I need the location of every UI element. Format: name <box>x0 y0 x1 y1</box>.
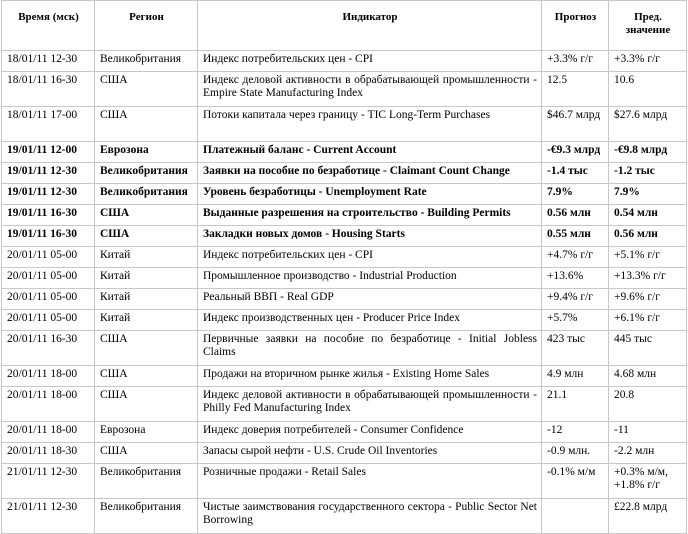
cell-indicator: Индекс потребительских цен - CPI <box>198 51 542 72</box>
cell-time: 20/01/11 05-00 <box>2 268 95 289</box>
cell-time: 19/01/11 16-30 <box>2 205 95 226</box>
cell-region: Китай <box>95 247 198 268</box>
cell-previous: +3.3% г/г <box>609 51 687 72</box>
cell-time: 20/01/11 18-00 <box>2 422 95 443</box>
cell-time: 19/01/11 12-30 <box>2 163 95 184</box>
cell-time: 20/01/11 18-30 <box>2 443 95 464</box>
cell-region: Великобритания <box>95 163 198 184</box>
cell-forecast: -1.4 тыс <box>542 163 609 184</box>
cell-indicator: Индекс деловой активности в обрабатывающей промышленности - Empire State Manufacturing Index <box>198 72 542 107</box>
cell-previous: -11 <box>609 422 687 443</box>
cell-indicator: Платежный баланс - Current Account <box>198 142 542 163</box>
cell-region: Еврозона <box>95 142 198 163</box>
cell-time: 19/01/11 12-30 <box>2 184 95 205</box>
cell-indicator: Розничные продажи - Retail Sales <box>198 464 542 499</box>
cell-previous: 20.8 <box>609 387 687 422</box>
cell-time: 18/01/11 16-30 <box>2 72 95 107</box>
table-row <box>2 443 687 464</box>
cell-indicator: Выданные разрешения на строительство - Building Permits <box>198 205 542 226</box>
cell-time: 20/01/11 18-00 <box>2 366 95 387</box>
cell-region: США <box>95 366 198 387</box>
cell-previous: 10.6 <box>609 72 687 107</box>
cell-region: США <box>95 107 198 142</box>
cell-time: 21/01/11 12-30 <box>2 499 95 534</box>
cell-previous: 0.56 млн <box>609 226 687 247</box>
cell-previous: 4.68 млн <box>609 366 687 387</box>
table-row <box>2 289 687 310</box>
cell-forecast: +5.7% <box>542 310 609 331</box>
cell-region: Великобритания <box>95 499 198 534</box>
economic-calendar-table <box>1 0 687 534</box>
cell-region: Китай <box>95 268 198 289</box>
header-previous: Пред. значение <box>609 1 687 51</box>
cell-region: Великобритания <box>95 464 198 499</box>
cell-indicator: Запасы сырой нефти - U.S. Crude Oil Inventories <box>198 443 542 464</box>
cell-forecast: 4.9 млн <box>542 366 609 387</box>
cell-indicator: Индекс доверия потребителей - Consumer Confidence <box>198 422 542 443</box>
cell-forecast: +9.4% г/г <box>542 289 609 310</box>
cell-previous: +9.6% г/г <box>609 289 687 310</box>
cell-region: Великобритания <box>95 184 198 205</box>
cell-region: США <box>95 226 198 247</box>
cell-time: 18/01/11 17-00 <box>2 107 95 142</box>
table-row <box>2 72 687 107</box>
table-row <box>2 422 687 443</box>
table-row <box>2 499 687 534</box>
cell-time: 21/01/11 12-30 <box>2 464 95 499</box>
cell-region: Китай <box>95 310 198 331</box>
cell-indicator: Индекс деловой активности в обрабатывающей промышленности - Philly Fed Manufacturing Index <box>198 387 542 422</box>
cell-previous: £22.8 млрд <box>609 499 687 534</box>
cell-previous: -€9.8 млрд <box>609 142 687 163</box>
cell-indicator: Продажи на вторичном рынке жилья - Existing Home Sales <box>198 366 542 387</box>
cell-previous: +6.1% г/г <box>609 310 687 331</box>
table-header-row <box>2 1 687 51</box>
cell-forecast: +3.3% г/г <box>542 51 609 72</box>
header-region: Регион <box>95 1 198 51</box>
cell-time: 20/01/11 16-30 <box>2 331 95 366</box>
cell-forecast: 423 тыс <box>542 331 609 366</box>
table-row <box>2 51 687 72</box>
cell-region: Великобритания <box>95 51 198 72</box>
cell-forecast: 12.5 <box>542 72 609 107</box>
cell-region: США <box>95 443 198 464</box>
cell-indicator: Потоки капитала через границу - TIC Long-Term Purchases <box>198 107 542 142</box>
table-row <box>2 331 687 366</box>
cell-indicator: Первичные заявки на пособие по безработице - Initial Jobless Claims <box>198 331 542 366</box>
cell-previous: 445 тыс <box>609 331 687 366</box>
cell-region: Китай <box>95 289 198 310</box>
cell-forecast: +4.7% г/г <box>542 247 609 268</box>
cell-previous: $27.6 млрд <box>609 107 687 142</box>
cell-time: 19/01/11 16-30 <box>2 226 95 247</box>
cell-forecast: 7.9% <box>542 184 609 205</box>
cell-indicator: Индекс потребительских цен - CPI <box>198 247 542 268</box>
cell-indicator: Промышленное производство - Industrial Production <box>198 268 542 289</box>
header-indicator: Индикатор <box>198 1 542 51</box>
cell-forecast: -0.9 млн. <box>542 443 609 464</box>
cell-forecast: $46.7 млрд <box>542 107 609 142</box>
cell-forecast: -€9.3 млрд <box>542 142 609 163</box>
header-time: Время (мск) <box>2 1 95 51</box>
table-row <box>2 366 687 387</box>
cell-indicator: Закладки новых домов - Housing Starts <box>198 226 542 247</box>
cell-region: США <box>95 387 198 422</box>
cell-forecast: 21.1 <box>542 387 609 422</box>
cell-forecast <box>542 499 609 534</box>
cell-indicator: Индекс производственных цен - Producer Price Index <box>198 310 542 331</box>
table-row <box>2 464 687 499</box>
cell-previous: -2.2 млн <box>609 443 687 464</box>
table-row <box>2 247 687 268</box>
cell-time: 19/01/11 12-00 <box>2 142 95 163</box>
table-row <box>2 163 687 184</box>
cell-time: 18/01/11 12-30 <box>2 51 95 72</box>
table-row <box>2 310 687 331</box>
cell-indicator: Уровень безработицы - Unemployment Rate <box>198 184 542 205</box>
table-body <box>2 51 687 534</box>
table-row <box>2 387 687 422</box>
table-row <box>2 107 687 142</box>
cell-previous: +0.3% м/м, +1.8% г/г <box>609 464 687 499</box>
cell-time: 20/01/11 05-00 <box>2 247 95 268</box>
cell-previous: -1.2 тыс <box>609 163 687 184</box>
table-row <box>2 226 687 247</box>
table-row <box>2 268 687 289</box>
cell-previous: 7.9% <box>609 184 687 205</box>
cell-previous: +13.3% г/г <box>609 268 687 289</box>
cell-forecast: 0.56 млн <box>542 205 609 226</box>
cell-indicator: Заявки на пособие по безработице - Claimant Count Change <box>198 163 542 184</box>
header-forecast: Прогноз <box>542 1 609 51</box>
cell-previous: +5.1% г/г <box>609 247 687 268</box>
cell-previous: 0.54 млн <box>609 205 687 226</box>
table-row <box>2 184 687 205</box>
cell-time: 20/01/11 18-00 <box>2 387 95 422</box>
table-row <box>2 142 687 163</box>
cell-forecast: -0.1% м/м <box>542 464 609 499</box>
cell-indicator: Чистые заимствования государственного сектора - Public Sector Net Borrowing <box>198 499 542 534</box>
table-row <box>2 205 687 226</box>
cell-region: Еврозона <box>95 422 198 443</box>
cell-forecast: -12 <box>542 422 609 443</box>
cell-time: 20/01/11 05-00 <box>2 289 95 310</box>
cell-indicator: Реальный ВВП - Real GDP <box>198 289 542 310</box>
cell-region: США <box>95 72 198 107</box>
cell-forecast: 0.55 млн <box>542 226 609 247</box>
cell-forecast: +13.6% <box>542 268 609 289</box>
cell-region: США <box>95 331 198 366</box>
cell-time: 20/01/11 05-00 <box>2 310 95 331</box>
cell-region: США <box>95 205 198 226</box>
